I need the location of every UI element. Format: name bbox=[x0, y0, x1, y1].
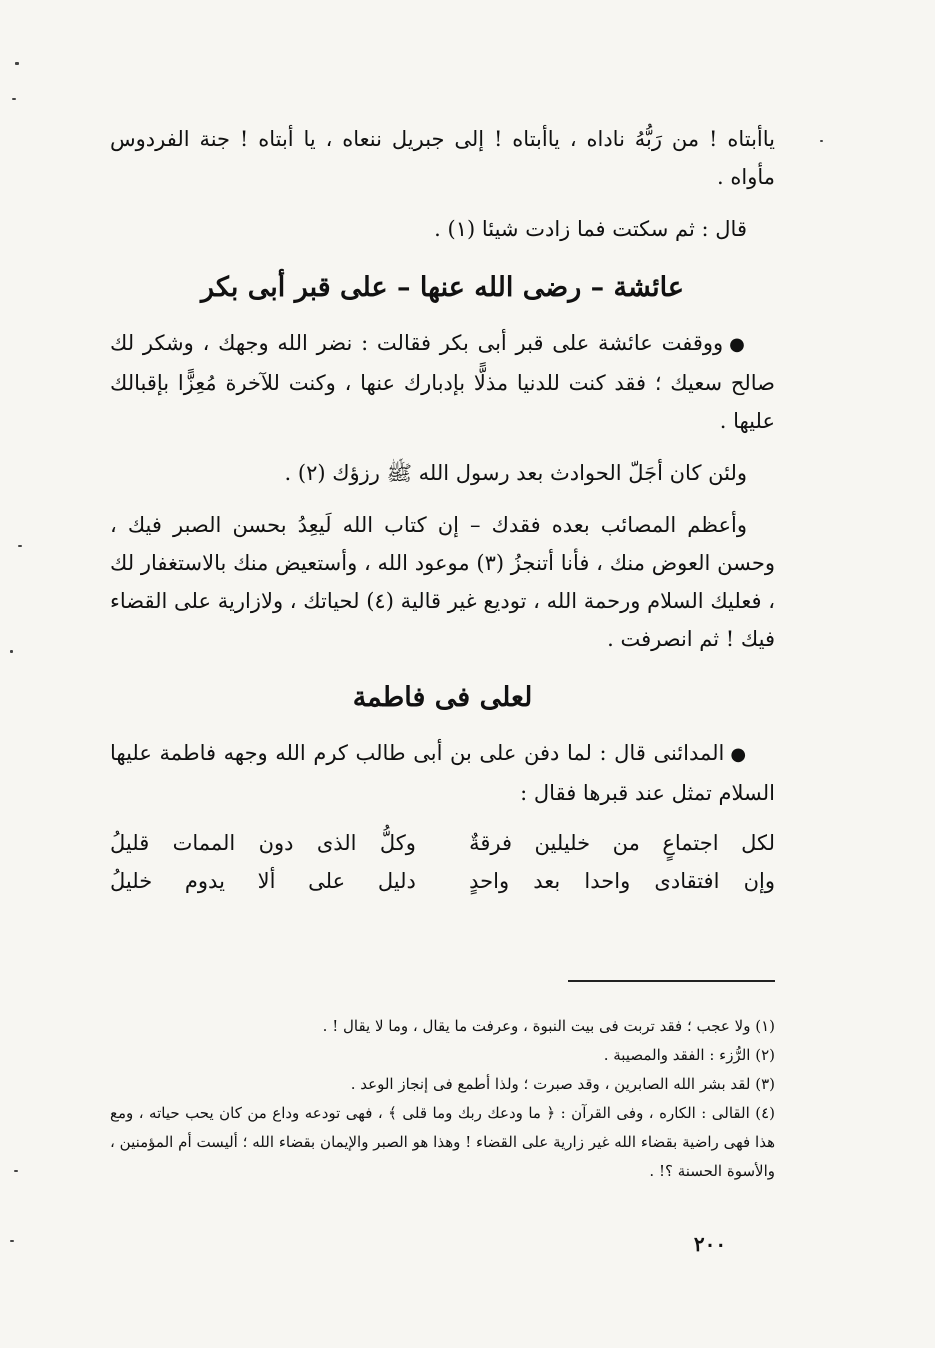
scan-speck bbox=[15, 62, 19, 65]
poem-second-hemistich: دليل على ألا يدوم خليلُ bbox=[110, 869, 416, 893]
poem-verse bbox=[110, 824, 775, 862]
scan-speck bbox=[10, 1240, 14, 1242]
poem-first-hemistich: وإن افتقادى واحدا بعد واحدٍ bbox=[469, 869, 775, 893]
paragraph bbox=[110, 734, 775, 812]
paragraph: وأعظم المصائب بعده فقدك – إن كتاب الله لَيعِدُ بحسن الصبر فيك ، وحسن العوض منك ، فأنا أتنجزُ (٣) موعود الله ، وأستعيض منك بالاستغفار لك ، فعليك السلام ورحمة الله ، توديع غير قالية (٤) لحياتك ، ولازارية على القضاء فيك ! ثم انصرفت . bbox=[110, 513, 775, 651]
paragraph bbox=[110, 324, 775, 440]
footnote: (٢) الرُّزء : الفقد والمصيبة . bbox=[603, 1046, 775, 1064]
scan-speck bbox=[18, 545, 22, 547]
bullet-icon: ● bbox=[729, 334, 747, 355]
poem-first-hemistich: لكل اجتماعٍ من خليلين فرقةٌ bbox=[469, 831, 775, 855]
paragraph-text: المدائنى قال : لما دفن على بن أبى طالب كرم الله وجهه فاطمة عليها السلام تمثل عند قبرها فقال : bbox=[110, 741, 775, 805]
paragraph: قال : ثم سكتت فما زادت شيئا (١) . bbox=[434, 217, 747, 241]
scan-speck bbox=[820, 140, 823, 142]
section-heading: عائشة – رضى الله عنها – على قبر أبى بكر bbox=[201, 272, 684, 303]
footnote: (١) ولا عجب ؛ فقد تربت فى بيت النبوة ، وعرفت ما يقال ، وما لا يقال ! . bbox=[322, 1017, 775, 1035]
page-number: ٢٠٠ bbox=[693, 1232, 727, 1256]
paragraph: ياأبتاه ! من رَبُّهُ ناداه ، ياأبتاه ! إلى جبريل ننعاه ، يا أبتاه ! جنة الفردوس مأواه . bbox=[110, 127, 775, 189]
scan-speck bbox=[12, 98, 16, 100]
scan-speck bbox=[10, 650, 13, 653]
poem-verse bbox=[110, 862, 775, 900]
section-heading: لعلى فى فاطمة bbox=[352, 682, 533, 713]
poem-second-hemistich: وكلُّ الذى دون الممات قليلُ bbox=[110, 831, 416, 855]
scan-speck bbox=[14, 1170, 18, 1172]
footnote-divider bbox=[568, 980, 775, 982]
page-body bbox=[110, 120, 775, 900]
footnote: (٤) القالى : الكاره ، وفى القرآن : ﴿ ما ودعك ربك وما قلى ﴾ ، فهى تودعه وداع من كان يحب حياته ، ومع هذا فهى راضية بقضاء الله غير زارية على القضاء ! وهذا هو الصبر والإيمان بقضاء الله ؛ أليست أم المؤمنين ، والأسوة الحسنة ؟! . bbox=[110, 1104, 775, 1180]
footnote: (٣) لقد بشر الله الصابرين ، وقد صبرت ؛ ولذا أطمع فى إنجاز الوعد . bbox=[350, 1075, 775, 1093]
footnotes bbox=[110, 1012, 775, 1186]
poem bbox=[110, 824, 775, 900]
bullet-icon: ● bbox=[730, 744, 747, 765]
paragraph: ولئن كان أجَلّ الحوادث بعد رسول الله ﷺ رزؤك (٢) . bbox=[284, 461, 747, 485]
paragraph-text: ووقفت عائشة على قبر أبى بكر فقالت : نضر الله وجهك ، وشكر لك صالح سعيك ؛ فقد كنت للدنيا مذلًّا بإدبارك عنها ، وكنت للآخرة مُعِزًّا بإقبالك عليها . bbox=[110, 331, 775, 433]
